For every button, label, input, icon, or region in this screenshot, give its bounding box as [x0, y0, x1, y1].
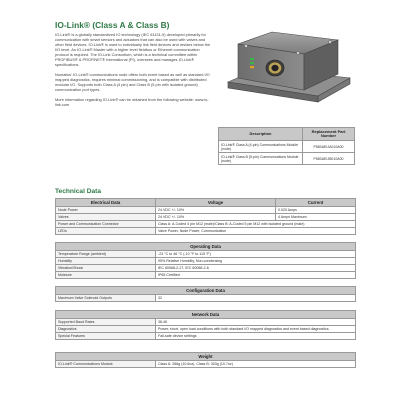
electrical-header: Electrical Data [56, 199, 156, 207]
weight-table [55, 352, 356, 368]
row-label: Temperature Range (ambient) [56, 251, 156, 258]
row-label: Maximum Valve Solenoid Outputs [56, 295, 156, 302]
row-value: Power, short, open load conditions with both standard I/O mapped diagnostics and event based diagnostics [156, 326, 356, 333]
table-row [56, 251, 356, 258]
replacement-part-number: P580AEIJA010A00 [303, 141, 355, 153]
io-link-module-photo [220, 20, 355, 122]
network-data-table [55, 310, 356, 340]
intro-paragraph-1: IO-Link® is a globally standardized IO technology (IEC 61131-9) developed primarily for communication with smart sensors and actuators that can also be used with valves and other field devices. IO-Link® is used to individually link field devices and resides below the I/O level. An IO-Link® Master with a higher level fieldbus or Ethernet communication protocol is required. The IO-Link Consortium, which is a technical committee within PROFIBUS® & PROFINET® International (PI), oversees and manages IO-Link® specifications. [55, 32, 211, 67]
row-label: Diagnostics [56, 326, 156, 333]
row-value: 24 VDC +/- 10% [156, 207, 276, 214]
table-row [56, 271, 356, 278]
table-row [56, 258, 356, 265]
replacement-header-description: Description [219, 128, 303, 141]
row-label: IO-Link® Communications Module [56, 361, 156, 368]
intro-paragraph-2: Numatics' IO-Link® communications node offers both event based as well as standard I/O mapped diagnostics, requires minimal commissioning, and is compatible with distributed modular I/O. Supports both Class A (4 pin) and Class B (5 pin with isolated ground) communication port types. [55, 72, 210, 92]
intro-text [55, 32, 213, 112]
row-label: Vibration/Shock [56, 264, 156, 271]
page-title: IO-Link® (Class A & Class B) [55, 20, 170, 30]
table-row [56, 326, 356, 333]
configuration-data-table [55, 286, 356, 302]
row-label: Special Features [56, 332, 156, 339]
row-value: IEC 60068-2-27, IEC 60068-2-6 [156, 264, 356, 271]
current-header: Current [276, 199, 356, 207]
row-value: 4 Amps Maximum [276, 214, 356, 221]
row-value: Fail-safe device settings [156, 332, 356, 339]
table-row [56, 227, 356, 234]
table-row [56, 220, 356, 227]
row-label: Node Power [56, 207, 156, 214]
table-row [56, 332, 356, 339]
replacement-description: IO-Link® Class B (5-pin) Communications Module (node) [219, 153, 303, 165]
row-value: 38.4K [156, 319, 356, 326]
replacement-part-number: P580AEIJB010A00 [303, 153, 355, 165]
row-value: Valve Power, Node Power, Communication [156, 227, 356, 234]
table-row [56, 319, 356, 326]
weight-header: Weight [56, 353, 356, 361]
row-label: Supported Baud Rates [56, 319, 156, 326]
row-value: 24 VDC +/- 10% [156, 214, 276, 221]
intro-paragraph-3: More information regarding IO-Link® can be obtained from the following website: www.io-link.com [55, 97, 209, 107]
replacement-part-table [218, 127, 355, 165]
row-label: Humidity [56, 258, 156, 265]
replacement-description: IO-Link® Class A (4-pin) Communications Module (node) [219, 141, 303, 153]
electrical-data-table [55, 198, 356, 235]
configuration-data-header: Configuration Data [56, 287, 356, 295]
table-row [56, 295, 356, 302]
network-data-header: Network Data [56, 311, 356, 319]
operating-data-header: Operating Data [56, 243, 356, 251]
table-row [56, 214, 356, 221]
row-value: IP65 Certified [156, 271, 356, 278]
table-row [219, 141, 355, 153]
table-row [56, 264, 356, 271]
table-row [56, 361, 356, 368]
table-row [56, 207, 356, 214]
row-value: -23 °C to 46 °C (-10 °F to 115 °F) [156, 251, 356, 258]
operating-data-table [55, 242, 356, 279]
row-value: 95% Relative Humidity, Non-condensing [156, 258, 356, 265]
table-row [219, 153, 355, 165]
row-value: Class A: 286g (10.6oz), Class B: 303g (10.7oz) [156, 361, 356, 368]
row-label: Power and Communication Connector [56, 220, 156, 227]
row-label: Moisture [56, 271, 156, 278]
row-value: 0.020 Amps [276, 207, 356, 214]
voltage-header: Voltage [156, 199, 276, 207]
replacement-header-part-number: Replacement Part Number [303, 128, 355, 141]
row-value: 32 [156, 295, 356, 302]
row-label: Valves [56, 214, 156, 221]
row-value: Class A: A-Coded 4 pin M12 (male)/Class B: A-Coded 5 pin M12 with isolated ground (male) [156, 220, 356, 227]
row-label: LEDs [56, 227, 156, 234]
technical-data-heading: Technical Data [55, 188, 102, 195]
